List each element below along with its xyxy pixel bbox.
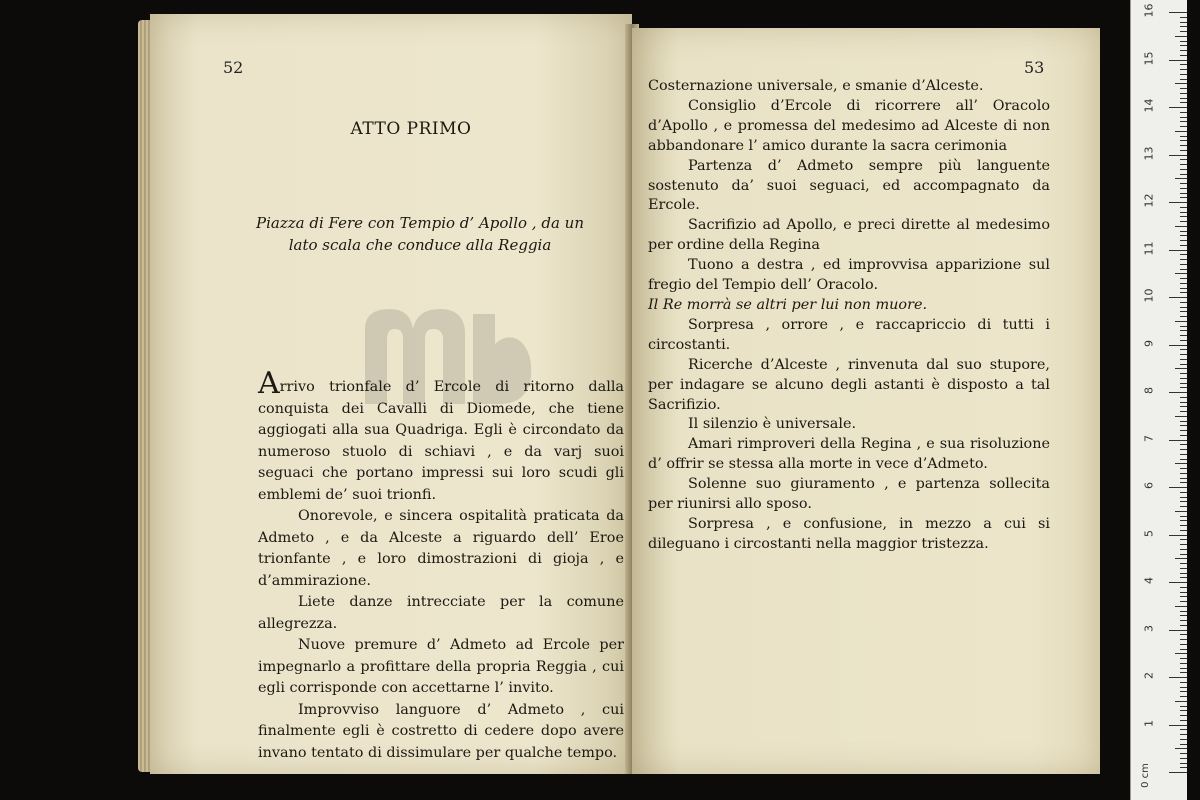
ruler-tick [1180, 136, 1187, 137]
ruler-tick [1180, 174, 1187, 175]
ruler-tick [1180, 468, 1187, 469]
ruler-tick [1180, 506, 1187, 507]
ruler-tick [1180, 625, 1187, 626]
ruler-tick [1180, 387, 1187, 388]
ruler-tick [1180, 183, 1187, 184]
ruler-tick [1180, 231, 1187, 232]
ruler-tick [1180, 164, 1187, 165]
ruler-tick [1180, 554, 1187, 555]
ruler-unit-label: 0 cm [1139, 763, 1151, 788]
paragraph: Amari rimproveri della Regina , e sua risoluzione d’ offrir se stessa alla morte in vece d’Admeto. [648, 436, 1050, 473]
ruler-tick [1180, 425, 1187, 426]
paragraph: Arrivo trionfale d’ Ercole di ritorno dalla conquista dei Cavalli di Diomede, che tiene aggiogati alla sua Quadriga. Egli è circondato da numeroso stuolo di schiavi , e da varj suoi seguaci che portano impressi sui loro scudi gli emblemi de’ suoi trionfi. [258, 366, 624, 503]
ruler-tick [1180, 411, 1187, 412]
act-heading: ATTO PRIMO [350, 119, 472, 139]
paragraph: Nuove premure d’ Admeto ad Ercole per impegnarlo a profittare della propria Reggia , cui egli corrisponde con accettarne l’ invito. [258, 637, 624, 696]
ruler-tick [1180, 74, 1187, 75]
subtitle-line-2: lato scala che conduce alla Reggia [288, 236, 552, 254]
ruler-tick [1180, 459, 1187, 460]
ruler-tick [1175, 83, 1187, 84]
scene-subtitle [210, 212, 630, 256]
ruler-tick [1180, 691, 1187, 692]
ruler-tick [1169, 535, 1187, 536]
ruler-tick [1180, 715, 1187, 716]
oracle-quote: Il Re morrà se altri per lui non muore. [648, 296, 928, 313]
ruler-tick [1175, 558, 1187, 559]
ruler-tick [1175, 463, 1187, 464]
left-page [150, 14, 632, 774]
ruler-tick [1175, 131, 1187, 132]
paragraph: Improvviso languore d’ Admeto , cui finalmente egli è costretto di cedere dopo avere invano tentato di dissimulare per qualche tempo. [258, 701, 624, 761]
ruler-tick [1180, 634, 1187, 635]
ruler-tick [1180, 473, 1187, 474]
ruler-tick [1180, 269, 1187, 270]
ruler-tick [1180, 221, 1187, 222]
ruler-tick [1180, 649, 1187, 650]
paragraph: Solenne suo giuramento , e partenza sollecita per riunirsi allo sposo. [648, 476, 1050, 513]
ruler-tick [1180, 454, 1187, 455]
ruler-tick [1169, 582, 1187, 583]
ruler-tick [1180, 26, 1187, 27]
ruler-label: 10 [1142, 288, 1156, 303]
ruler-label: 13 [1142, 146, 1156, 160]
ruler-tick [1169, 630, 1187, 631]
ruler-tick [1175, 368, 1187, 369]
ruler-tick [1180, 93, 1187, 94]
ruler-label: 14 [1142, 98, 1156, 113]
ruler-tick [1180, 359, 1187, 360]
ruler-label: 12 [1142, 193, 1156, 208]
ruler-tick [1175, 273, 1187, 274]
subtitle-line-1: Piazza di Fere con Tempio d’ Apollo , da un [256, 214, 584, 232]
ruler-tick [1180, 79, 1187, 80]
ruler-tick [1169, 202, 1187, 203]
ruler-tick [1180, 254, 1187, 255]
right-body-text [648, 77, 1050, 555]
ruler-tick [1169, 725, 1187, 726]
ruler-tick [1180, 216, 1187, 217]
ruler-tick [1180, 435, 1187, 436]
ruler-tick [1180, 169, 1187, 170]
ruler-label: 6 [1142, 482, 1156, 489]
ruler-tick [1180, 102, 1187, 103]
ruler-tick [1180, 734, 1187, 735]
ruler-tick [1175, 748, 1187, 749]
ruler-tick [1169, 60, 1187, 61]
ruler-tick [1180, 501, 1187, 502]
ruler-tick [1180, 292, 1187, 293]
ruler-tick [1180, 188, 1187, 189]
paragraph: Onorevole, e sincera ospitalità praticata da Admeto , e da Alceste a riguardo dell’ Eroe trionfante , e loro dimostrazioni di gioja , e d’ammirazione. [258, 508, 624, 589]
paragraph: Tuono a destra , ed improvvisa apparizione sul fregio del Tempio dell’ Oracolo. [648, 257, 1050, 294]
ruler-tick [1180, 620, 1187, 621]
ruler-tick [1175, 653, 1187, 654]
ruler-tick [1180, 615, 1187, 616]
ruler-tick [1180, 596, 1187, 597]
ruler-tick [1180, 349, 1187, 350]
ruler-label: 4 [1142, 577, 1156, 584]
ruler-tick [1180, 364, 1187, 365]
ruler-tick [1180, 672, 1187, 673]
ruler-tick [1180, 763, 1187, 764]
ruler-tick [1180, 17, 1187, 18]
ruler-tick [1180, 544, 1187, 545]
ruler-tick [1180, 530, 1187, 531]
ruler-tick [1180, 335, 1187, 336]
ruler-tick [1180, 516, 1187, 517]
right-page [632, 28, 1100, 774]
ruler-tick [1180, 207, 1187, 208]
ruler-tick [1180, 240, 1187, 241]
ruler-tick [1180, 31, 1187, 32]
ruler-tick [1180, 539, 1187, 540]
ruler-tick [1169, 297, 1187, 298]
ruler-tick [1180, 744, 1187, 745]
ruler-tick [1180, 478, 1187, 479]
ruler-tick [1180, 307, 1187, 308]
ruler-tick [1180, 658, 1187, 659]
measurement-ruler [1130, 0, 1187, 800]
ruler-tick [1180, 587, 1187, 588]
ruler-tick [1180, 373, 1187, 374]
ruler-tick [1175, 606, 1187, 607]
ruler-tick [1180, 245, 1187, 246]
ruler-tick [1180, 354, 1187, 355]
paragraph: Partenza d’ Admeto sempre più languente sostenuto da’ suoi seguaci, ed accompagnato da Ercole. [648, 157, 1050, 214]
ruler-tick [1180, 601, 1187, 602]
ruler-tick [1180, 706, 1187, 707]
ruler-label: 2 [1142, 672, 1156, 679]
ruler-tick [1180, 739, 1187, 740]
ruler-label: 1 [1142, 719, 1156, 727]
ruler-tick [1180, 592, 1187, 593]
ruler-tick [1169, 12, 1187, 13]
ruler-tick [1180, 278, 1187, 279]
ruler-tick [1180, 520, 1187, 521]
ruler-tick [1180, 767, 1187, 768]
ruler-tick [1180, 758, 1187, 759]
ruler-label: 11 [1142, 241, 1156, 255]
ruler-tick [1180, 639, 1187, 640]
ruler-tick [1180, 117, 1187, 118]
paragraph: Sorpresa , orrore , e raccapriccio di tutti i circostanti. [648, 316, 1050, 353]
ruler-tick [1169, 487, 1187, 488]
ruler-tick [1180, 150, 1187, 151]
ruler-tick [1180, 729, 1187, 730]
left-body-text [258, 366, 624, 764]
ruler-label: 9 [1142, 339, 1156, 347]
ruler-tick [1180, 330, 1187, 331]
ruler-tick [1180, 406, 1187, 407]
ruler-tick [1180, 88, 1187, 89]
ruler-tick [1180, 682, 1187, 683]
ruler-tick [1169, 155, 1187, 156]
ruler-tick [1175, 178, 1187, 179]
ruler-tick [1169, 440, 1187, 441]
ruler-tick [1180, 98, 1187, 99]
ruler-tick [1180, 64, 1187, 65]
page-number-left: 52 [223, 58, 244, 77]
ruler-tick [1169, 392, 1187, 393]
ruler-tick [1180, 430, 1187, 431]
ruler-tick [1180, 50, 1187, 51]
ruler-tick [1180, 140, 1187, 141]
ruler-label: 7 [1142, 434, 1156, 442]
paragraph: Sorpresa , e confusione, in mezzo a cui si dileguano i circostanti nella maggior tristezza. [648, 515, 1050, 552]
ruler-tick [1180, 421, 1187, 422]
ruler-tick [1169, 772, 1187, 773]
ruler-label: 3 [1142, 624, 1156, 632]
ruler-tick [1180, 145, 1187, 146]
ruler-tick [1180, 259, 1187, 260]
paragraph: Ricerche d’Alceste , rinvenuta dal suo stupore, per indagare se alcuno degli astanti è disposto a tal Sacrifizio. [648, 356, 1050, 413]
ruler-tick [1180, 492, 1187, 493]
ruler-tick [1180, 126, 1187, 127]
ruler-tick [1180, 753, 1187, 754]
ruler-tick [1180, 212, 1187, 213]
ruler-label: 8 [1142, 387, 1156, 394]
ruler-tick [1180, 112, 1187, 113]
ruler-tick [1169, 345, 1187, 346]
ruler-tick [1180, 663, 1187, 664]
ruler-tick [1175, 511, 1187, 512]
ruler-tick [1180, 497, 1187, 498]
ruler-tick [1175, 416, 1187, 417]
ruler-tick [1180, 197, 1187, 198]
ruler-tick [1180, 340, 1187, 341]
ruler-tick [1180, 311, 1187, 312]
ruler-tick [1180, 482, 1187, 483]
ruler-tick [1180, 302, 1187, 303]
ruler-tick [1169, 107, 1187, 108]
ruler-label: 15 [1142, 51, 1156, 65]
ruler-tick [1180, 55, 1187, 56]
paragraph: Liete danze intrecciate per la comune allegrezza. [258, 594, 624, 632]
ruler-tick [1180, 720, 1187, 721]
paragraph: Costernazione universale, e smanie d’Alceste. [648, 78, 984, 94]
ruler-label: 16 [1142, 3, 1156, 18]
ruler-tick [1175, 36, 1187, 37]
paragraph: Il silenzio è universale. [688, 416, 857, 433]
ruler-tick [1180, 710, 1187, 711]
ruler-tick [1180, 159, 1187, 160]
ruler-tick [1180, 121, 1187, 122]
ruler-tick [1180, 644, 1187, 645]
ruler-tick [1180, 288, 1187, 289]
ruler-tick [1180, 22, 1187, 23]
ruler-tick [1175, 701, 1187, 702]
ruler-tick [1180, 577, 1187, 578]
ruler-tick [1180, 525, 1187, 526]
ruler-tick [1180, 383, 1187, 384]
ruler-tick [1169, 677, 1187, 678]
ruler-tick [1180, 549, 1187, 550]
ruler-tick [1175, 321, 1187, 322]
ruler-tick [1180, 696, 1187, 697]
paragraph: Consiglio d’Ercole di ricorrere all’ Oracolo d’Apollo , e promessa del medesimo ad Alceste di non abbandonare l’ amico durante la sacra cerimonia [648, 97, 1050, 154]
ruler-tick [1180, 444, 1187, 445]
ruler-tick [1180, 378, 1187, 379]
ruler-label: 5 [1142, 529, 1156, 537]
ruler-tick [1180, 668, 1187, 669]
ruler-tick [1180, 397, 1187, 398]
ruler-tick [1180, 611, 1187, 612]
drop-cap: A [258, 366, 280, 401]
ruler-tick [1180, 41, 1187, 42]
ruler-tick [1180, 264, 1187, 265]
ruler-tick [1180, 687, 1187, 688]
ruler-tick [1180, 563, 1187, 564]
ruler-tick [1180, 69, 1187, 70]
ruler-tick [1180, 449, 1187, 450]
ruler-tick [1180, 193, 1187, 194]
ruler-tick [1180, 326, 1187, 327]
ruler-tick [1180, 402, 1187, 403]
ruler-tick [1169, 250, 1187, 251]
ruler-tick [1175, 226, 1187, 227]
ruler-tick [1180, 45, 1187, 46]
ruler-tick [1180, 316, 1187, 317]
ruler-tick [1180, 568, 1187, 569]
page-number-right: 53 [1024, 58, 1045, 77]
ruler-tick [1180, 283, 1187, 284]
ruler-tick [1180, 235, 1187, 236]
paragraph: Sacrifizio ad Apollo, e preci dirette al medesimo per ordine della Regina [648, 217, 1050, 254]
ruler-tick [1180, 573, 1187, 574]
